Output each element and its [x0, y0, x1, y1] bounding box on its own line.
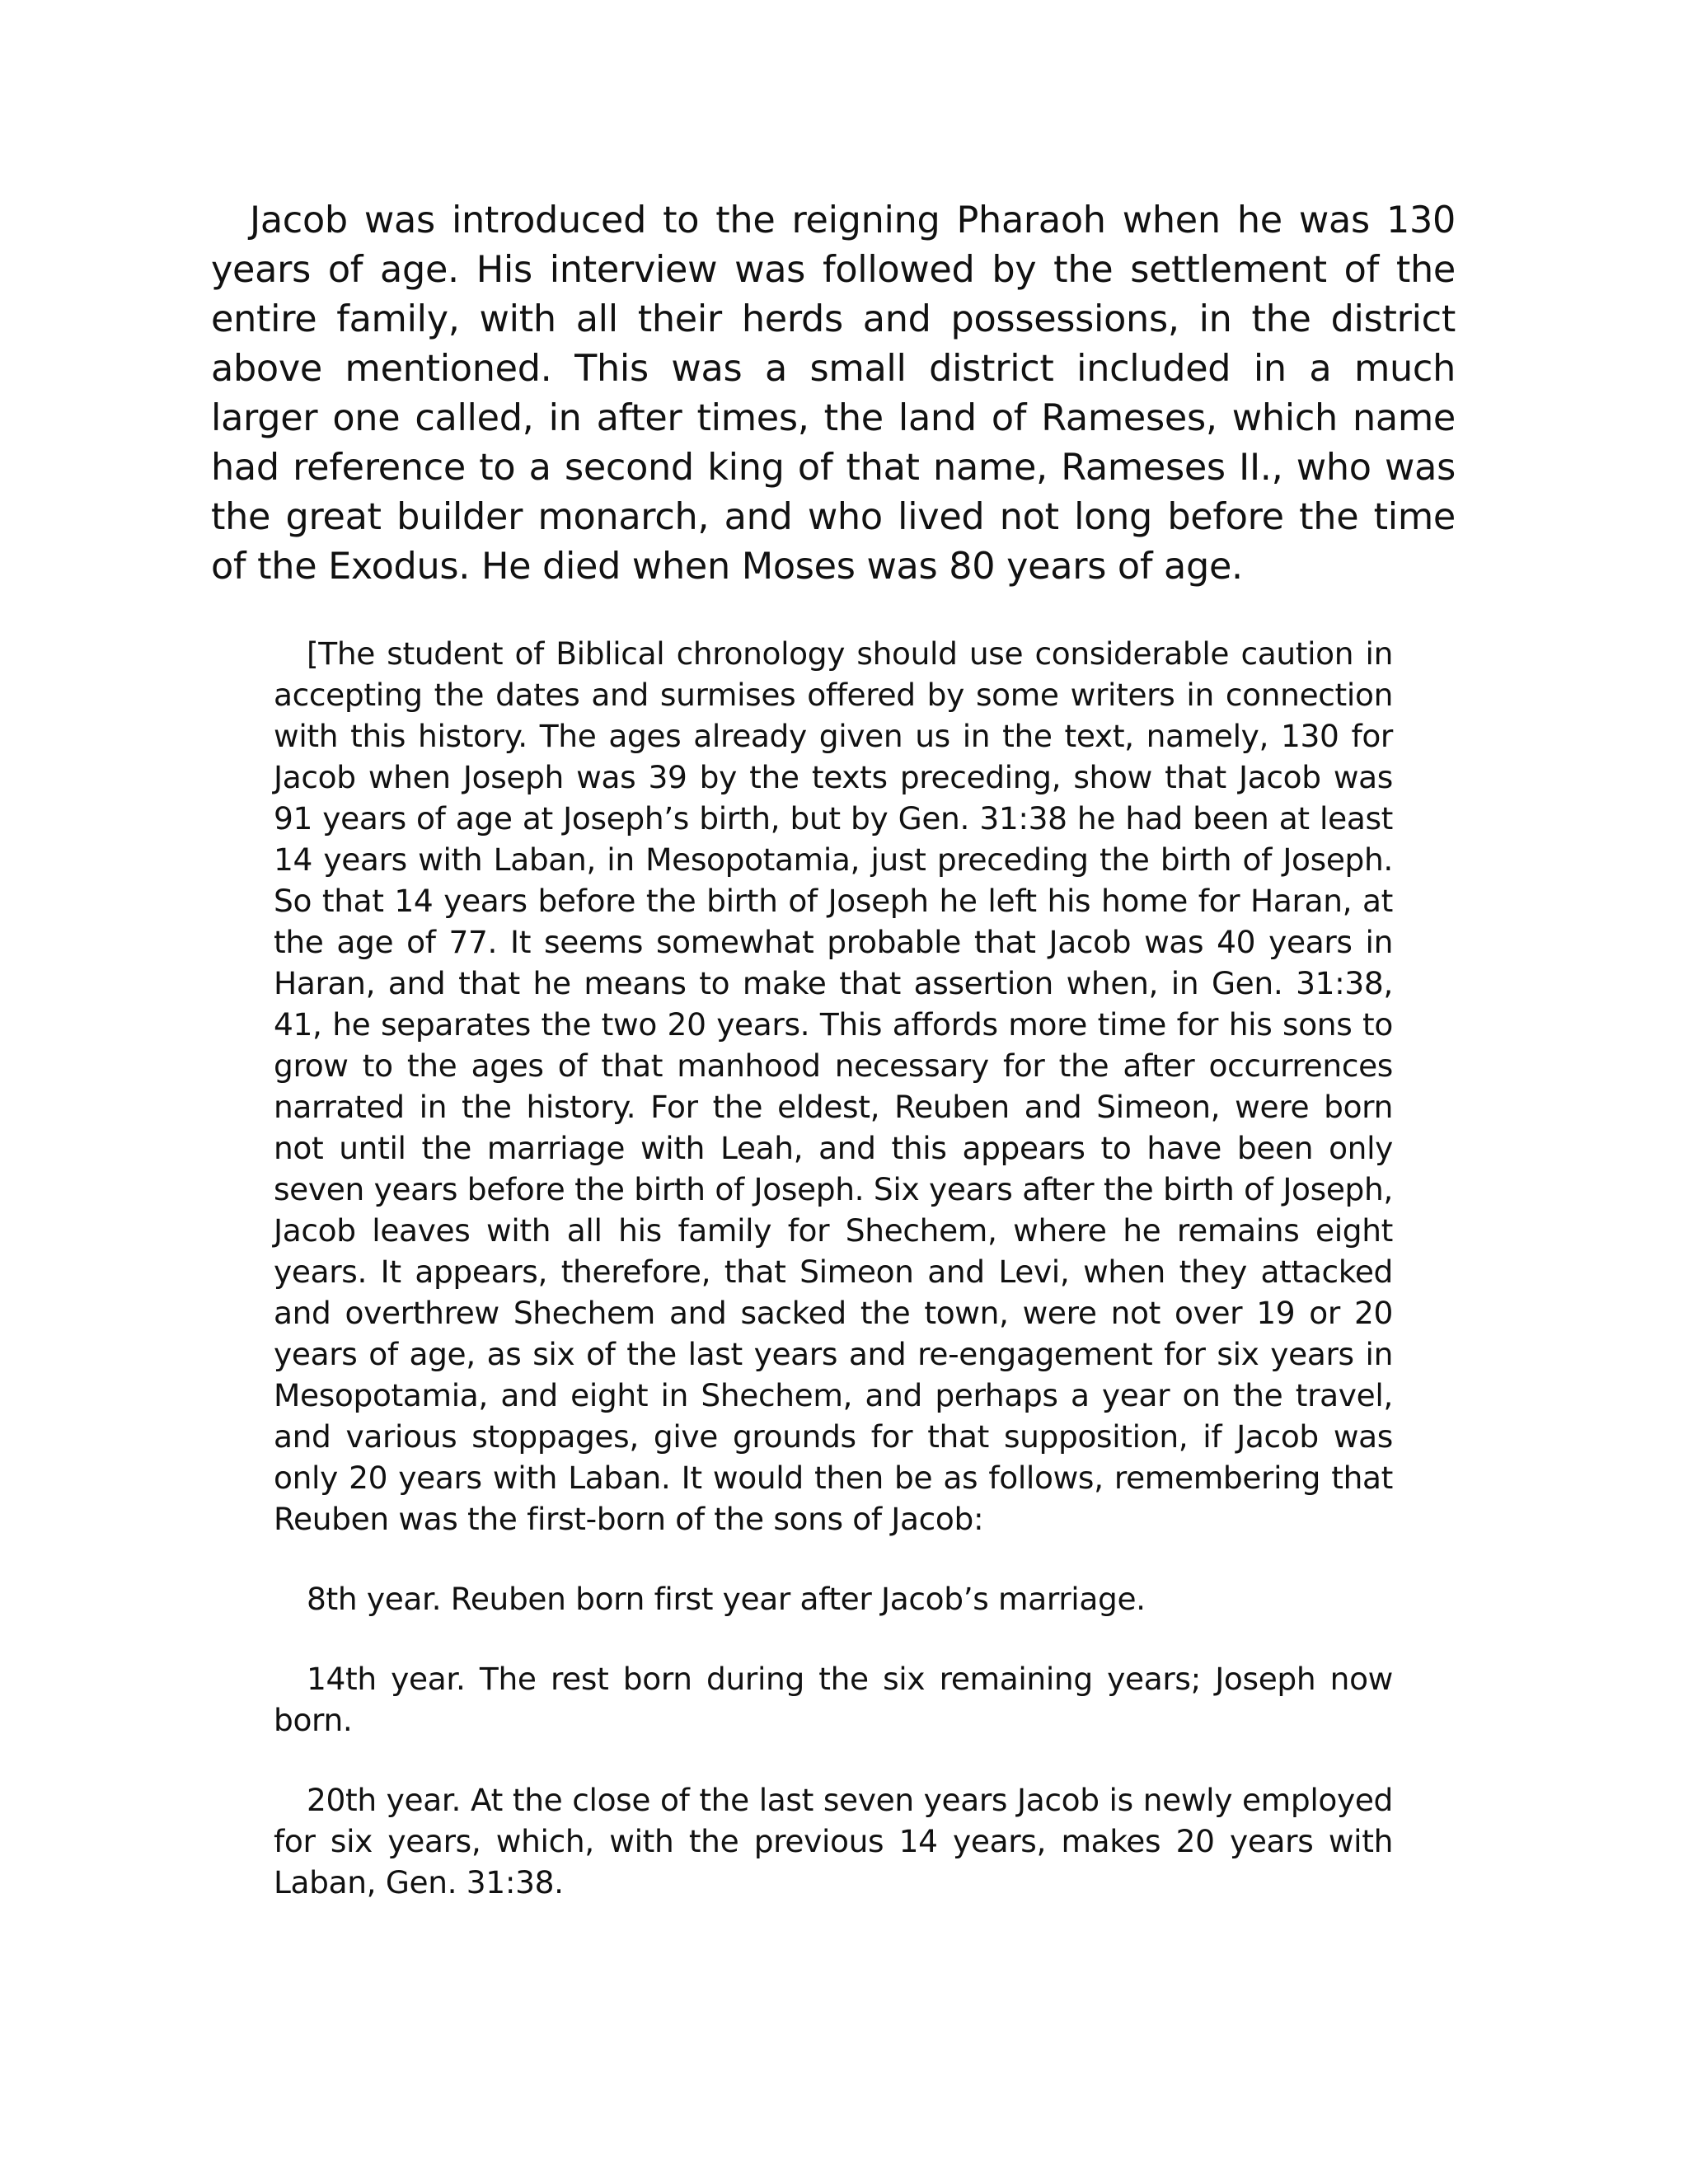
note-item-8th-year: 8th year. Reuben born first year after Jacob’s marriage.	[307, 1581, 1146, 1617]
main-paragraph: Jacob was introduced to the reigning Pharaoh when he was 130 years of age. His interview was followed by the settlement of the entire family, with all their herds and possessions, in the district above mentioned. This was a small district included in a much larger one called, in after times, the land of Rameses, which name had reference to a second king of that name, Rameses II., who was the great builder monarch, and who lived not long before the time of the Exodus. He died when Moses was 80 years of age.	[211, 199, 1456, 588]
note-paragraph: [The student of Biblical chronology should use considerable caution in accepting the dates and surmises offered by some writers in connection with this history. The ages already given us in the text, namely, 130 for Jacob when Joseph was 39 by the texts preceding, show that Jacob was 91 years of age at Joseph’s birth, but by Gen. 31:38 he had been at least 14 years with Laban, in Mesopotamia, just preceding the birth of Joseph. So that 14 years before the birth of Joseph he left his home for Haran, at the age of 77. It seems somewhat probable that Jacob was 40 years in Haran, and that he means to make that assertion when, in Gen. 31:38, 41, he separates the two 20 years. This affords more time for his sons to grow to the ages of that manhood necessary for the after occurrences narrated in the history. For the eldest, Reuben and Simeon, were born not until the marriage with Leah, and this appears to have been only seven years before the birth of Joseph. Six years after the birth of Joseph, Jacob leaves with all his family for Shechem, where he remains eight years. It appears, therefore, that Simeon and Levi, when they attacked and overthrew Shechem and sacked the town, were not over 19 or 20 years of age, as six of the last years and re-engagement for six years in Mesopotamia, and eight in Shechem, and perhaps a year on the travel, and various stoppages, give grounds for that supposition, if Jacob was only 20 years with Laban. It would then be as follows, remembering that Reuben was the first-born of the sons of Jacob:	[274, 635, 1393, 1537]
note-item-20th-year: 20th year. At the close of the last seven years Jacob is newly employed for six years, which, with the previous 14 years, makes 20 years with Laban, Gen. 31:38.	[274, 1782, 1393, 1900]
note-item-14th-year: 14th year. The rest born during the six remaining years; Joseph now born.	[274, 1661, 1393, 1738]
chronology-note	[274, 633, 1393, 1903]
